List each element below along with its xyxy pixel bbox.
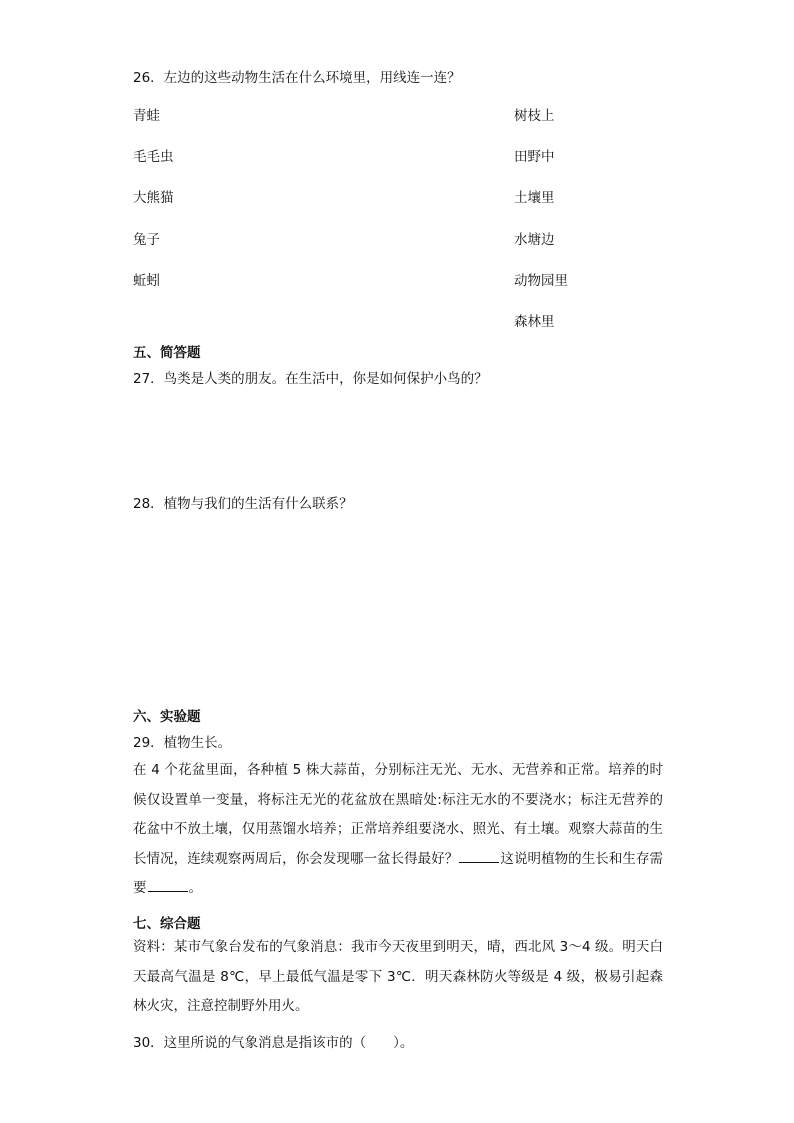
material-paragraph: 资料：某市气象台发布的气象消息：我市今天夜里到明天，晴，西北风 3～4 级。明天白天最高气温是 8℃，早上最低气温是零下 3℃．明天森林防火等级是 4 级，极易引起森林火灾，注意控制野外用火。 [133,939,663,1014]
animal-item-frog: 青蛙 [133,108,160,124]
answer-blank-1[interactable] [459,848,499,863]
habitat-item-pond: 水塘边 [514,232,555,248]
question-27-title: 27．鸟类是人类的朋友。在生活中，你是如何保护小鸟的？ [133,371,488,387]
question-26-title: 26．左边的这些动物生活在什么环境里，用线连一连？ [133,70,461,86]
question-29-body [133,756,663,904]
question-30-title: 30．这里所说的气象消息是指该市的（ ）。 [133,1035,414,1051]
question-29-text-start: 在 4 个花盆里面，各种植 5 株大蒜苗，分别标注无光、无水、无营养和正常。培养的时候仅设置单一变量，将标注无光的花盆放在黑暗处:标注无水的不要浇水；标注无营养的花盆中不放土壤，仅用蒸馏水培养；正常培养组要浇水、照光、有土壤。观察大蒜苗的生长情况，连续观察两周后，你会发现哪一盆长得最好？ [133,762,663,867]
question-28-title: 28．植物与我们的生活有什么联系？ [133,496,353,512]
answer-blank-2[interactable] [148,877,188,892]
section-5-heading: 五、简答题 [133,345,201,361]
question-29-text-middle: 这说明植物的生长和生存需要 [133,850,664,896]
habitat-item-forest: 森林里 [514,314,555,330]
animal-item-earthworm: 蚯蚓 [133,273,160,289]
section-7-heading: 七、综合题 [133,916,201,932]
animal-item-rabbit: 兔子 [133,232,160,248]
habitat-item-zoo: 动物园里 [514,273,568,289]
question-29-text-end: 。 [188,880,202,896]
habitat-item-soil: 土壤里 [514,190,555,206]
habitat-item-field: 田野中 [514,149,555,165]
animal-item-panda: 大熊猫 [133,190,174,206]
question-29-title: 29．植物生长。 [133,735,232,751]
section-6-heading: 六、实验题 [133,709,201,725]
animal-item-caterpillar: 毛毛虫 [133,149,174,165]
habitat-item-branch: 树枝上 [514,108,555,124]
